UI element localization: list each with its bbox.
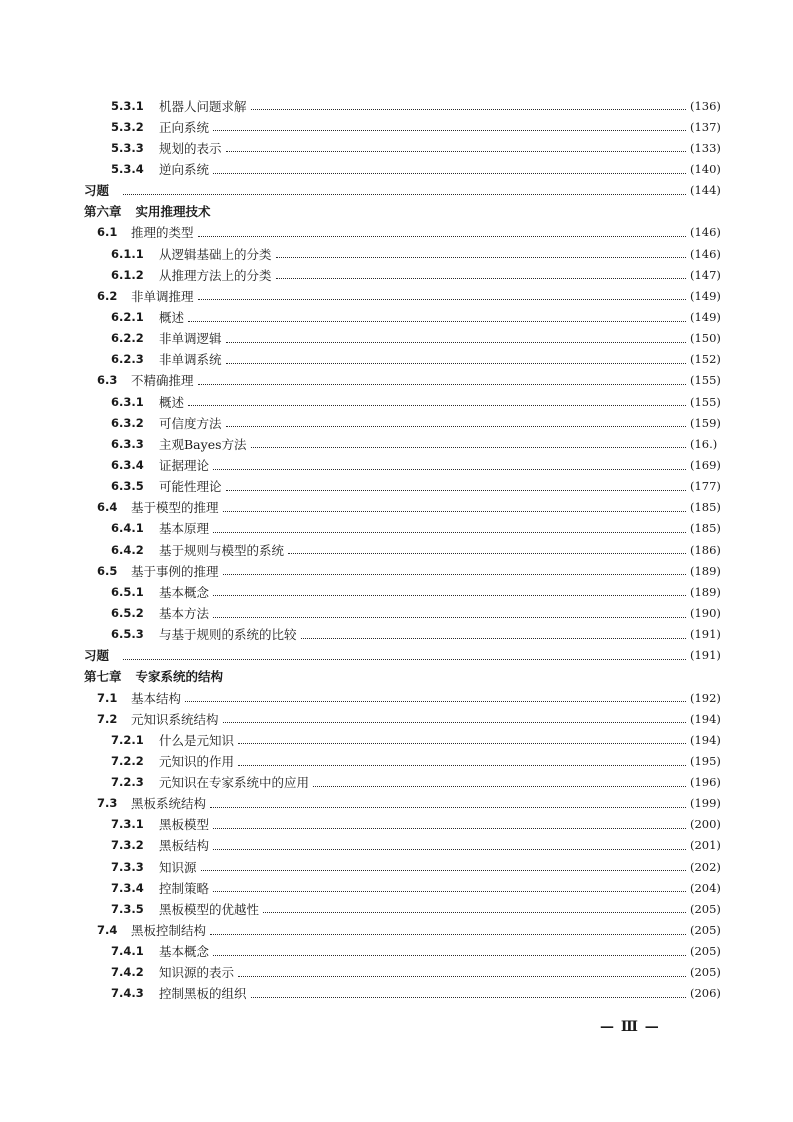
toc-page-number: (191) [690,648,721,663]
toc-page-number: (137) [690,119,721,134]
toc-subsection-entry [0,898,793,919]
toc-entry-number: 7.2.1 [111,732,144,747]
toc-page-number: (191) [690,627,721,642]
toc-page-number: (200) [690,817,721,832]
toc-page-number: (201) [690,838,721,853]
toc-page-number: (205) [690,965,721,980]
toc-page-number: (177) [690,479,721,494]
toc-entry-title: 机器人问题求解 [159,98,247,114]
toc-chapter-heading [0,666,793,687]
toc-entry-title: 基于规则与模型的系统 [159,542,285,558]
toc-entry-number: 6.4.2 [111,542,144,557]
toc-page-number: (136) [690,98,721,113]
toc-entry-title: 基本原理 [159,521,210,537]
dot-leader [313,785,686,787]
toc-subsection-entry [0,264,793,285]
toc-entry-title: 推理的类型 [131,225,194,241]
toc-subsection-entry [0,158,793,179]
toc-entry-number: 6.5.3 [111,627,144,642]
toc-entry-title: 习题 [84,183,110,199]
toc-page-number: (206) [690,986,721,1001]
toc-page-number: (133) [690,140,721,155]
toc-subsection-entry [0,137,793,158]
dot-leader [276,256,686,258]
dot-leader [213,594,686,596]
toc-section-entry [0,793,793,814]
dot-leader [213,890,686,892]
toc-subsection-entry [0,243,793,264]
toc-subsection-entry [0,412,793,433]
dot-leader [213,172,686,174]
dot-leader [263,911,686,913]
page-number-footer: — Ⅲ — [600,1019,660,1035]
dot-leader [213,848,686,850]
toc-page-number: (152) [690,352,721,367]
toc-entry-number: 7.4.3 [111,986,144,1001]
toc-entry-number: 7.2.3 [111,775,144,790]
toc-page-number: (189) [690,563,721,578]
toc-entry-number: 7.3.4 [111,880,144,895]
toc-page-number: (199) [690,796,721,811]
toc-exercise-entry [0,180,793,201]
toc-entry-title: 基本方法 [159,605,210,621]
toc-page-number: (204) [690,880,721,895]
toc-entry-title: 元知识的作用 [159,753,235,769]
dot-leader [213,531,686,533]
dot-leader [213,129,686,131]
toc-entry-number: 6.5.2 [111,605,144,620]
toc-entry-title: 规划的表示 [159,140,222,156]
toc-entry-number: 6.2 [97,288,118,303]
toc-subsection-entry [0,962,793,983]
dot-leader [213,954,686,956]
toc-subsection-entry [0,856,793,877]
toc-entry-number: 7.4.1 [111,944,144,959]
toc-subsection-entry [0,624,793,645]
toc-page-number: (185) [690,521,721,536]
toc-page-number: (192) [690,690,721,705]
toc-entry-number: 7.2.2 [111,753,144,768]
toc-entry-title: 控制黑板的组织 [159,986,247,1002]
toc-entry-title: 黑板模型的优越性 [159,901,260,917]
toc-subsection-entry [0,518,793,539]
toc-subsection-entry [0,983,793,1004]
toc-entry-title: 知识源 [159,859,197,875]
dot-leader [210,933,686,935]
toc-subsection-entry [0,95,793,116]
toc-entry-title: 主观Bayes方法 [159,436,247,452]
dot-leader [198,383,686,385]
toc-entry-title: 非单调逻辑 [159,331,222,347]
toc-page-number: (202) [690,859,721,874]
dot-leader [238,975,686,977]
toc-entry-number: 5.3.3 [111,140,144,155]
toc-page-number: (147) [690,267,721,282]
toc-entry-title: 元知识系统结构 [131,711,219,727]
toc-entry-title: 专家系统的结构 [135,669,224,685]
dot-leader [185,700,686,702]
dot-leader [238,742,686,744]
dot-leader [226,425,686,427]
toc-page-number: (189) [690,584,721,599]
dot-leader [213,616,686,618]
toc-section-entry [0,497,793,518]
dot-leader [213,468,686,470]
toc-entry-title: 逆向系统 [159,161,210,177]
toc-entry-number: 6.4 [97,500,118,515]
toc-subsection-entry [0,454,793,475]
dot-leader [223,721,686,723]
dot-leader [213,827,686,829]
toc-page-number: (190) [690,605,721,620]
dot-leader [188,404,686,406]
toc-page-number: (159) [690,415,721,430]
toc-subsection-entry [0,476,793,497]
toc-entry-title: 基本概念 [159,944,210,960]
toc-page-number: (140) [690,161,721,176]
toc-entry-title: 非单调推理 [131,288,194,304]
toc-entry-title: 正向系统 [159,119,210,135]
dot-leader [238,764,686,766]
toc-page-number: (195) [690,753,721,768]
toc-entry-number: 6.4.1 [111,521,144,536]
toc-entry-number: 6.3.2 [111,415,144,430]
toc-page-number: (169) [690,457,721,472]
toc-entry-title: 基于模型的推理 [131,500,219,516]
toc-entry-title: 概述 [159,394,185,410]
toc-subsection-entry [0,729,793,750]
toc-subsection-entry [0,349,793,370]
table-of-contents [0,95,793,1004]
toc-entry-title: 元知识在专家系统中的应用 [159,775,310,791]
toc-subsection-entry [0,581,793,602]
dot-leader [123,658,686,660]
toc-entry-title: 基于事例的推理 [131,563,219,579]
toc-page-number: (16.) [690,436,718,451]
toc-subsection-entry [0,835,793,856]
toc-entry-title: 可能性理论 [159,479,222,495]
toc-section-entry [0,560,793,581]
toc-page-number: (196) [690,775,721,790]
dot-leader [198,298,686,300]
toc-entry-title: 基本结构 [131,690,182,706]
toc-page-number: (185) [690,500,721,515]
toc-entry-number: 5.3.2 [111,119,144,134]
toc-entry-title: 什么是元知识 [159,732,235,748]
toc-page-number: (150) [690,331,721,346]
toc-entry-title: 黑板结构 [159,838,210,854]
dot-leader [188,320,686,322]
toc-entry-title: 概述 [159,309,185,325]
toc-entry-number: 6.5 [97,563,118,578]
dot-leader [251,996,686,998]
toc-page-number: (205) [690,901,721,916]
toc-entry-number: 7.2 [97,711,118,726]
toc-page-number: (149) [690,288,721,303]
dot-leader [276,277,686,279]
toc-section-entry [0,370,793,391]
dot-leader [226,150,686,152]
toc-page-number: (194) [690,732,721,747]
dot-leader [210,806,686,808]
toc-subsection-entry [0,750,793,771]
toc-entry-number: 6.2.2 [111,331,144,346]
toc-entry-number: 7.1 [97,690,118,705]
toc-page-number: (155) [690,394,721,409]
toc-entry-number: 6.2.1 [111,309,144,324]
toc-section-entry [0,285,793,306]
toc-entry-number: 6.3 [97,373,118,388]
toc-entry-number: 7.3.3 [111,859,144,874]
toc-entry-number: 第七章 [84,669,122,685]
toc-entry-title: 与基于规则的系统的比较 [159,627,297,643]
toc-subsection-entry [0,116,793,137]
toc-subsection-entry [0,814,793,835]
toc-entry-number: 7.3.2 [111,838,144,853]
toc-entry-number: 6.3.1 [111,394,144,409]
toc-entry-number: 6.1 [97,225,118,240]
toc-entry-title: 从推理方法上的分类 [159,267,272,283]
toc-entry-number: 6.1.2 [111,267,144,282]
dot-leader [288,552,686,554]
toc-section-entry [0,687,793,708]
toc-section-entry [0,919,793,940]
toc-entry-number: 7.4 [97,923,118,938]
toc-page-number: (205) [690,923,721,938]
dot-leader [198,235,686,237]
toc-entry-title: 黑板系统结构 [131,796,207,812]
toc-subsection-entry [0,539,793,560]
toc-page-number: (146) [690,225,721,240]
toc-entry-title: 基本概念 [159,584,210,600]
toc-entry-number: 7.4.2 [111,965,144,980]
toc-entry-number: 5.3.4 [111,161,144,176]
toc-subsection-entry [0,433,793,454]
dot-leader [301,637,686,639]
dot-leader [226,362,686,364]
toc-entry-title: 证据理论 [159,457,210,473]
toc-subsection-entry [0,772,793,793]
toc-entry-title: 非单调系统 [159,352,222,368]
toc-section-entry [0,222,793,243]
toc-entry-title: 习题 [84,648,110,664]
toc-subsection-entry [0,391,793,412]
toc-entry-title: 黑板模型 [159,817,210,833]
dot-leader [223,510,686,512]
toc-entry-title: 控制策略 [159,880,210,896]
toc-entry-number: 7.3 [97,796,118,811]
toc-page-number: (149) [690,309,721,324]
toc-section-entry [0,708,793,729]
toc-entry-number: 第六章 [84,204,122,220]
toc-entry-number: 6.2.3 [111,352,144,367]
toc-entry-title: 可信度方法 [159,415,222,431]
toc-entry-number: 6.5.1 [111,584,144,599]
toc-subsection-entry [0,602,793,623]
toc-subsection-entry [0,941,793,962]
toc-chapter-heading [0,201,793,222]
dot-leader [251,108,686,110]
dot-leader [226,341,686,343]
toc-page-number: (146) [690,246,721,261]
toc-entry-number: 6.3.3 [111,436,144,451]
toc-page-number: (186) [690,542,721,557]
toc-entry-number: 6.3.5 [111,479,144,494]
toc-page-number: (155) [690,373,721,388]
toc-entry-title: 不精确推理 [131,373,194,389]
dot-leader [251,446,686,448]
dot-leader [226,489,686,491]
dot-leader [201,869,686,871]
toc-subsection-entry [0,306,793,327]
toc-entry-number: 7.3.5 [111,901,144,916]
toc-exercise-entry [0,645,793,666]
toc-entry-title: 知识源的表示 [159,965,235,981]
dot-leader [223,573,686,575]
toc-entry-title: 黑板控制结构 [131,923,207,939]
toc-page-number: (205) [690,944,721,959]
toc-page-number: (144) [690,183,721,198]
toc-entry-title: 实用推理技术 [135,204,211,220]
dot-leader [123,193,686,195]
toc-entry-number: 6.1.1 [111,246,144,261]
toc-entry-number: 5.3.1 [111,98,144,113]
toc-subsection-entry [0,877,793,898]
toc-entry-number: 6.3.4 [111,457,144,472]
toc-page-number: (194) [690,711,721,726]
toc-subsection-entry [0,328,793,349]
toc-entry-number: 7.3.1 [111,817,144,832]
toc-entry-title: 从逻辑基础上的分类 [159,246,272,262]
